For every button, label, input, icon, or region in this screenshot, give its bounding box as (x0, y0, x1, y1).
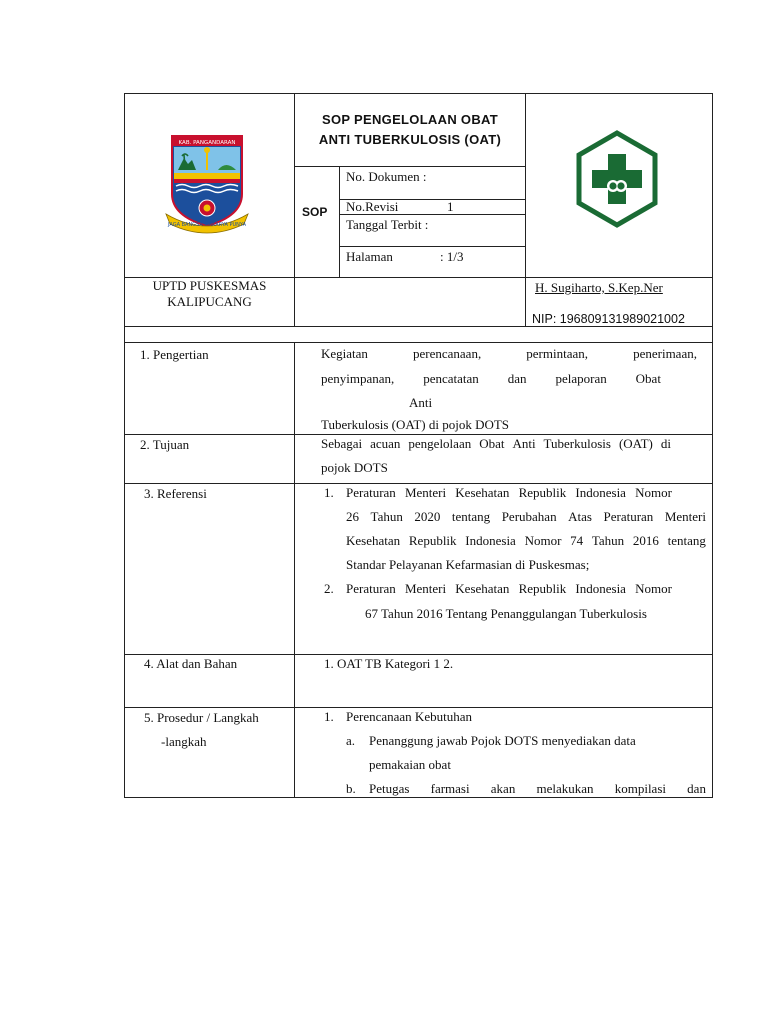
word: Indonesia (575, 581, 626, 596)
section-label-alat: 4. Alat dan Bahan (144, 656, 238, 671)
word: 74 (570, 533, 584, 548)
prosedur-sub-a-line-1: Penanggung jawab Pojok DOTS menyediakan data (369, 733, 636, 748)
document-title-line-2: ANTI TUBERKULOSIS (OAT) (318, 132, 502, 147)
word: Menteri (404, 581, 447, 596)
word: Indonesia (465, 533, 516, 548)
word: Republik (518, 485, 567, 500)
section-label-pengertian: 1. Pengertian (140, 347, 209, 362)
pengertian-line-1 (321, 346, 697, 362)
word: 2020 (414, 509, 441, 524)
section-label-tujuan: 2. Tujuan (140, 437, 190, 452)
word: Peraturan (346, 485, 396, 500)
section-label-referensi: 3. Referensi (144, 486, 207, 501)
signer-nip: NIP: 196809131989021002 (532, 312, 685, 326)
table-border-top (124, 93, 713, 94)
word: Kesehatan (346, 533, 401, 548)
word: Atas (568, 509, 592, 524)
word: penerimaan, (633, 346, 697, 361)
regency-crest-logo (164, 130, 250, 238)
word: Obat (479, 436, 505, 451)
referensi-item-1-line-1 (346, 485, 672, 501)
word: 26 (346, 509, 359, 524)
word: Menteri (404, 485, 447, 500)
word: di (660, 436, 671, 451)
word: Obat (635, 371, 661, 386)
word: Republik (518, 581, 567, 596)
word: Sebagai (321, 436, 363, 451)
referensi-item-1-line-4: Standar Pelayanan Kefarmasian di Puskesmas; (346, 557, 590, 572)
word: Anti (512, 436, 536, 451)
tujuan-line-1 (321, 436, 671, 452)
word: Peraturan (346, 581, 396, 596)
referensi-item-1-line-3 (346, 533, 706, 549)
word: pencatatan (423, 371, 479, 386)
row-sep-2 (124, 483, 713, 484)
referensi-item-1-line-2 (346, 509, 706, 525)
word: tentang (667, 533, 706, 548)
word: Kesehatan (455, 485, 510, 500)
word: melakukan (536, 781, 594, 796)
word: Peraturan (603, 509, 654, 524)
puskesmas-logo (576, 130, 658, 228)
table-border-left (124, 93, 125, 798)
row-sep-1 (124, 434, 713, 435)
word: akan (490, 781, 516, 796)
table-border-bottom (124, 797, 713, 798)
word: Petugas (369, 781, 410, 796)
row-sep-3 (124, 654, 713, 655)
word: Tahun (370, 509, 403, 524)
col-sep-header-2 (525, 93, 526, 327)
tujuan-line-2: pojok DOTS (321, 460, 388, 475)
word: perencanaan, (413, 346, 482, 361)
word: pelaporan (555, 371, 607, 386)
section-label-prosedur-line-1: 5. Prosedur / Langkah (144, 710, 259, 725)
word: Tahun (591, 533, 625, 548)
field-line-3 (339, 246, 526, 247)
word: Tuberkulosis (543, 436, 611, 451)
word: Nomor (524, 533, 562, 548)
logo-banner-text: KAB. PANGANDARAN (178, 140, 236, 146)
prosedur-sub-a-letter: a. (346, 733, 356, 748)
spacer-row-bottom (124, 342, 713, 343)
logo-motto-text: JAGA BANGSA MAKARYA PUNYA (167, 222, 247, 228)
word: kompilasi (614, 781, 666, 796)
signer-name (535, 280, 663, 296)
section-label-prosedur-line-2: -langkah (161, 734, 207, 749)
field-halaman-value: : 1/3 (440, 249, 464, 264)
word: pengelolaan (408, 436, 472, 451)
word: dan (507, 371, 527, 386)
field-no-revisi-value: 1 (447, 199, 454, 214)
field-no-revisi-label: No.Revisi (346, 199, 399, 214)
word: 2016 (632, 533, 659, 548)
prosedur-sub-b-line-1 (369, 781, 706, 797)
word: Kegiatan (321, 346, 368, 361)
word: Republik (408, 533, 457, 548)
referensi-item-2-number: 2. (324, 581, 334, 596)
referensi-item-2-line-2: 67 Tahun 2016 Tentang Penanggulangan Tuberkulosis (365, 606, 647, 621)
title-underline (294, 166, 526, 167)
sop-sep (339, 166, 340, 277)
word: Indonesia (575, 485, 626, 500)
prosedur-sub-b-letter: b. (346, 781, 356, 796)
signer-name-text: H. Sugiharto, S.Kep.Ner (535, 280, 663, 295)
prosedur-item-1: Perencanaan Kebutuhan (346, 709, 472, 724)
word: (OAT) (618, 436, 653, 451)
document-title-line-1: SOP PENGELOLAAN OBAT (322, 112, 498, 127)
word: farmasi (430, 781, 470, 796)
word: Nomor (635, 485, 672, 500)
org-name-line-1: UPTD PUSKESMAS (152, 278, 267, 293)
word: penyimpanan, (321, 371, 395, 386)
pengertian-line-3: Anti (409, 395, 433, 410)
word: Menteri (664, 509, 706, 524)
prosedur-item-1-number: 1. (324, 709, 334, 724)
field-halaman-label: Halaman (346, 249, 393, 264)
word: Kesehatan (455, 581, 510, 596)
field-no-dokumen-label: No. Dokumen : (346, 169, 427, 184)
alat-item-1: 1. OAT TB Kategori 1 2. (324, 656, 454, 671)
word: Perubahan (501, 509, 557, 524)
col-sep-body (294, 342, 295, 798)
pengertian-line-2 (321, 371, 661, 387)
col-sep-header-1 (294, 93, 295, 327)
word: acuan (370, 436, 401, 451)
referensi-item-1-number: 1. (324, 485, 334, 500)
pengertian-line-4: Tuberkulosis (OAT) di pojok DOTS (321, 417, 510, 432)
word: permintaan, (526, 346, 589, 361)
referensi-item-2-line-1 (346, 581, 672, 597)
sop-label: SOP (302, 205, 328, 219)
table-border-right (712, 93, 713, 798)
field-tanggal-terbit-label: Tanggal Terbit : (346, 217, 429, 232)
word: dan (687, 781, 706, 796)
prosedur-sub-a-line-2: pemakaian obat (369, 757, 451, 772)
word: tentang (451, 509, 491, 524)
word: Nomor (635, 581, 672, 596)
org-name-line-2: KALIPUCANG (167, 294, 252, 309)
row-sep-4 (124, 707, 713, 708)
